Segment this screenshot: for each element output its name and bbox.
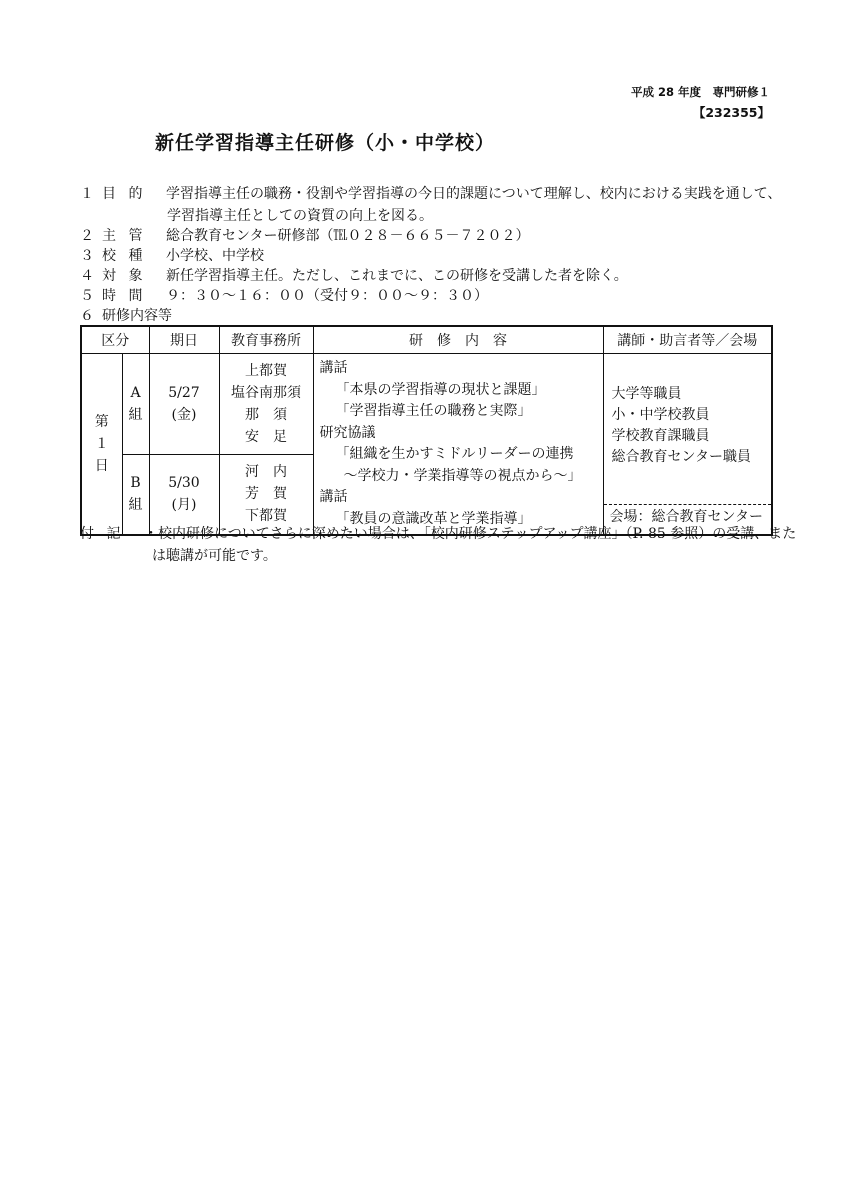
office: 安 足	[245, 428, 287, 445]
course-code: 【232355】	[692, 105, 770, 120]
item-text: 新任学習指導主任。ただし、これまでに、この研修を受講した者を除く。	[166, 268, 628, 284]
date: 5/30	[168, 475, 200, 492]
item-label: 主 管	[102, 228, 147, 244]
item-label: 研修内容等	[102, 308, 172, 324]
lecturer: 大学等職員	[611, 386, 682, 402]
group-a-label	[122, 354, 149, 455]
item-number: ２	[80, 228, 94, 244]
item-number: １	[80, 186, 94, 202]
group-char: A	[130, 384, 141, 401]
day-char: 第	[94, 414, 109, 430]
item-text: 小学校、中学校	[166, 248, 264, 264]
header-division: 区分	[81, 326, 149, 354]
item-label: 時 間	[102, 288, 147, 304]
item-number: ６	[80, 308, 94, 324]
content-line: 「本県の学習指導の現状と課題」	[335, 381, 546, 398]
content-line: ～学校力・学業指導等の視点から～」	[343, 467, 582, 484]
content-line: 講話	[319, 489, 348, 505]
group-a-offices	[219, 354, 313, 455]
office: 芳 賀	[245, 486, 287, 503]
venue: 会場：総合教育センター	[604, 504, 772, 530]
table-row-group-a	[81, 354, 772, 455]
item-time	[80, 286, 488, 306]
day-cell	[81, 354, 122, 536]
item-text: 総合教育センター研修部（℡０２８－６６５－７２０２）	[166, 228, 530, 244]
header-year-course: 平成 28 年度 専門研修１	[630, 85, 770, 99]
group-char: 組	[128, 497, 143, 514]
page-title: 新任学習指導主任研修（小・中学校）	[155, 132, 496, 154]
day-char: 日	[94, 458, 109, 474]
schedule-table	[80, 325, 773, 536]
item-contents	[80, 306, 172, 326]
lecturer-list	[604, 354, 772, 504]
item-label: 目 的	[102, 186, 147, 202]
office: 河 内	[245, 464, 287, 481]
lecturer: 小・中学校教員	[611, 407, 710, 423]
content-line: 「組織を生かすミドルリーダーの連携	[335, 446, 574, 462]
content-line: 「教員の意識改革と学業指導」	[335, 510, 532, 527]
header-office: 教育事務所	[219, 326, 313, 354]
note-label: 付 記	[80, 526, 125, 542]
header-lecturer: 講師・助言者等／会場	[603, 326, 772, 354]
content-line: 講話	[319, 360, 348, 376]
item-number: ５	[80, 288, 94, 304]
group-b-date	[149, 454, 219, 535]
lecturer-cell	[603, 354, 772, 536]
item-organizer	[80, 226, 529, 246]
item-text: 学習指導主任の職務・役割や学習指導の今日的課題について理解し、校内における実践を通して、	[166, 186, 782, 202]
weekday: (金)	[171, 406, 197, 423]
group-a-date	[149, 354, 219, 455]
office: 下都賀	[245, 508, 287, 525]
item-text: ９：３０～１６：００（受付９：００～９：３０）	[166, 288, 488, 304]
lecturer: 学校教育課職員	[611, 428, 710, 444]
content-cell	[313, 354, 603, 536]
office: 上都賀	[245, 362, 287, 379]
day-char: １	[94, 436, 109, 452]
group-b-offices	[219, 454, 313, 535]
content-line: 研究協議	[319, 424, 376, 441]
lecturer: 総合教育センター職員	[611, 449, 751, 465]
table-header-row	[81, 326, 772, 354]
note-line2: は聴講が可能です。	[152, 548, 277, 564]
item-purpose-cont: 学習指導主任としての資質の向上を図る。	[167, 208, 433, 224]
item-school-type	[80, 246, 264, 266]
header-content: 研 修 内 容	[313, 326, 603, 354]
item-label: 校 種	[102, 248, 147, 264]
item-target	[80, 266, 628, 286]
item-label: 対 象	[102, 268, 147, 284]
group-char: B	[130, 475, 141, 492]
date: 5/27	[168, 384, 200, 401]
content-line: 「学習指導主任の職務と実際」	[335, 403, 532, 419]
item-number: ４	[80, 268, 94, 284]
item-number: ３	[80, 248, 94, 264]
office: 那 須	[245, 406, 287, 423]
header-date: 期日	[149, 326, 219, 354]
office: 塩谷南那須	[231, 384, 301, 401]
note-line1: ・校内研修についてさらに深めたい場合は、「校内研修ステップアップ講座」（P. 85 参照）の受講、また	[144, 526, 797, 542]
note	[80, 524, 796, 544]
group-b-label	[122, 454, 149, 535]
group-char: 組	[128, 406, 143, 423]
weekday: (月)	[171, 497, 197, 514]
item-purpose	[80, 184, 781, 204]
